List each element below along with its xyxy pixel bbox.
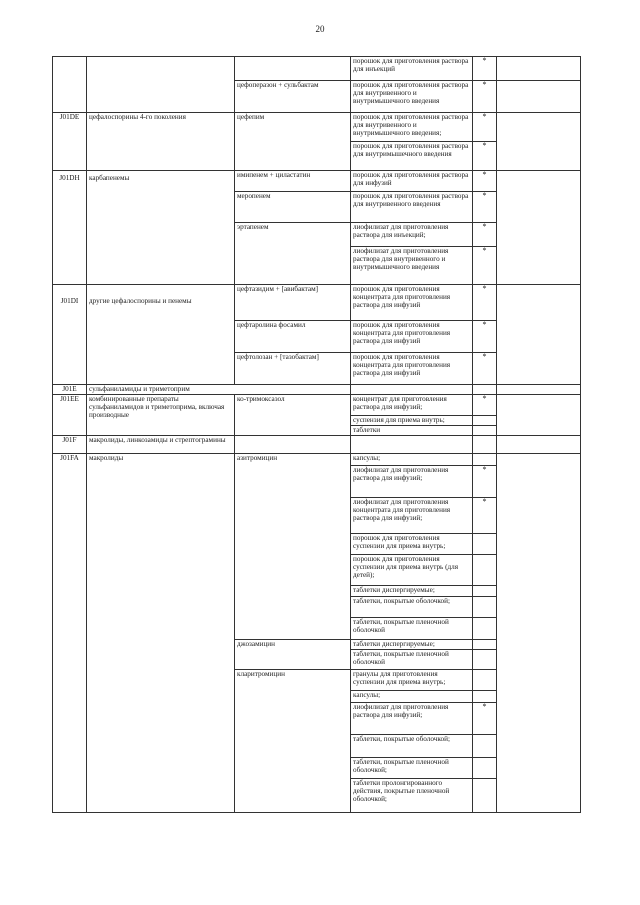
- note-cell: [497, 113, 581, 171]
- atc-code: J01DH: [53, 171, 87, 285]
- form-cell: [351, 436, 473, 454]
- form-cell: таблетки, покрытые оболочкой;: [351, 597, 473, 618]
- form-cell: капсулы;: [351, 691, 473, 703]
- group-name: сульфаниламиды и триметоприм: [87, 385, 351, 395]
- mark-cell: [473, 416, 497, 426]
- note-cell: [497, 81, 581, 113]
- group-name: макролиды, линкозамиды и стрептограмины: [87, 436, 235, 454]
- note-cell: [497, 436, 581, 454]
- table-row: [53, 285, 581, 321]
- mark-cell: *: [473, 466, 497, 498]
- atc-code: J01FA: [53, 454, 87, 813]
- mark-cell: *: [473, 703, 497, 735]
- drug-name: эртапенем: [235, 223, 351, 285]
- form-cell: лиофилизат для приготовления раствора для инфузий;: [351, 466, 473, 498]
- drug-cell: [235, 436, 351, 454]
- mark-cell: *: [473, 498, 497, 534]
- mark-cell: [473, 426, 497, 436]
- mark-cell: *: [473, 247, 497, 285]
- mark-cell: *: [473, 395, 497, 416]
- form-cell: таблетки, покрытые пленочной оболочкой;: [351, 758, 473, 779]
- drug-name: ко-тримоксазол: [235, 395, 351, 436]
- mark-cell: [473, 436, 497, 454]
- form-cell: таблетки пролонгированного действия, покрытые пленочной оболочкой;: [351, 779, 473, 813]
- mark-cell: [473, 758, 497, 779]
- drug-name: кларитромицин: [235, 670, 351, 813]
- mark-cell: *: [473, 81, 497, 113]
- mark-cell: [473, 691, 497, 703]
- table-row: [53, 385, 581, 395]
- form-cell: таблетки, покрытые пленочной оболочкой: [351, 650, 473, 670]
- note-cell: [497, 395, 581, 436]
- form-cell: порошок для приготовления раствора для инфузий: [351, 171, 473, 192]
- group-cell: [87, 57, 235, 113]
- atc-code: J01EE: [53, 395, 87, 436]
- mark-cell: *: [473, 142, 497, 171]
- mark-cell: [473, 534, 497, 555]
- drug-table: [52, 56, 581, 813]
- form-cell: концентрат для приготовления раствора для инфузий;: [351, 395, 473, 416]
- drug-name: азитромицин: [235, 454, 351, 640]
- mark-cell: *: [473, 57, 497, 81]
- mark-cell: [473, 454, 497, 466]
- note-cell: [497, 285, 581, 385]
- form-cell: гранулы для приготовления суспензии для приема внутрь;: [351, 670, 473, 691]
- mark-cell: *: [473, 192, 497, 223]
- table-row: [53, 57, 581, 81]
- note-cell: [497, 57, 581, 81]
- table-row: [53, 171, 581, 192]
- note-cell: [497, 385, 581, 395]
- table-row: [53, 395, 581, 416]
- form-cell: таблетки, покрытые оболочкой;: [351, 735, 473, 758]
- mark-cell: *: [473, 353, 497, 385]
- mark-cell: [473, 555, 497, 586]
- form-cell: таблетки: [351, 426, 473, 436]
- group-name: другие цефалоспорины и пенемы: [87, 285, 235, 385]
- mark-cell: [473, 650, 497, 670]
- atc-code: J01DE: [53, 113, 87, 171]
- form-cell: таблетки, покрытые пленочной оболочкой: [351, 618, 473, 640]
- mark-cell: [473, 597, 497, 618]
- form-cell: таблетки диспергируемые;: [351, 640, 473, 650]
- form-cell: порошок для приготовления раствора для внутривенного введения: [351, 192, 473, 223]
- atc-code: J01E: [53, 385, 87, 395]
- mark-cell: *: [473, 321, 497, 353]
- form-cell: лиофилизат для приготовления раствора для инъекций;: [351, 223, 473, 247]
- form-cell: лиофилизат для приготовления раствора для внутривенного и внутримышечного введения: [351, 247, 473, 285]
- table-row: [53, 113, 581, 142]
- drug-name: цефепим: [235, 113, 351, 171]
- table-row: [53, 454, 581, 466]
- group-name: карбапенемы: [87, 171, 235, 285]
- form-cell: порошок для приготовления раствора для внутривенного и внутримышечного введения;: [351, 113, 473, 142]
- form-cell: порошок для приготовления концентрата для приготовления раствора для инфузий: [351, 353, 473, 385]
- form-cell: капсулы;: [351, 454, 473, 466]
- page-number: 20: [315, 24, 325, 34]
- mark-cell: [473, 779, 497, 813]
- table-row: [53, 436, 581, 454]
- drug-name: джозамицин: [235, 640, 351, 670]
- form-cell: порошок для приготовления раствора для инъекций: [351, 57, 473, 81]
- form-cell: порошок для приготовления раствора для внутривенного и внутримышечного введения: [351, 81, 473, 113]
- drug-cell: [235, 57, 351, 81]
- atc-code: J01F: [53, 436, 87, 454]
- drug-name: цефтолозан + [тазобактам]: [235, 353, 351, 385]
- form-cell: лиофилизат для приготовления концентрата для приготовления раствора для инфузий;: [351, 498, 473, 534]
- group-name: комбинированные препараты сульфаниламидов и триметоприма, включая производные: [87, 395, 235, 436]
- form-cell: суспензия для приема внутрь;: [351, 416, 473, 426]
- note-cell: [497, 171, 581, 285]
- form-cell: таблетки диспергируемые;: [351, 586, 473, 597]
- drug-name: цефтаролина фосамил: [235, 321, 351, 353]
- mark-cell: [473, 618, 497, 640]
- drug-name: цефтазидим + [авибактам]: [235, 285, 351, 321]
- form-cell: порошок для приготовления суспензии для приема внутрь (для детей);: [351, 555, 473, 586]
- form-cell: порошок для приготовления суспензии для приема внутрь;: [351, 534, 473, 555]
- group-name: макролиды: [87, 454, 235, 813]
- mark-cell: [473, 735, 497, 758]
- form-cell: лиофилизат для приготовления раствора для инфузий;: [351, 703, 473, 735]
- mark-cell: [473, 640, 497, 650]
- mark-cell: *: [473, 223, 497, 247]
- form-cell: порошок для приготовления раствора для внутримышечного введения: [351, 142, 473, 171]
- drug-cell: цефоперазон + сульбактам: [235, 81, 351, 113]
- form-cell: порошок для приготовления концентрата для приготовления раствора для инфузий: [351, 321, 473, 353]
- mark-cell: *: [473, 285, 497, 321]
- drug-name: меропенем: [235, 192, 351, 223]
- drug-name: имипенем + циластатин: [235, 171, 351, 192]
- mark-cell: [473, 586, 497, 597]
- form-cell: [351, 385, 473, 395]
- atc-code: J01DI: [53, 285, 87, 385]
- mark-cell: *: [473, 113, 497, 142]
- mark-cell: [473, 670, 497, 691]
- group-name: цефалоспорины 4-го поколения: [87, 113, 235, 171]
- note-cell: [497, 454, 581, 813]
- code-cell: [53, 57, 87, 113]
- form-cell: порошок для приготовления концентрата для приготовления раствора для инфузий: [351, 285, 473, 321]
- mark-cell: *: [473, 171, 497, 192]
- mark-cell: [473, 385, 497, 395]
